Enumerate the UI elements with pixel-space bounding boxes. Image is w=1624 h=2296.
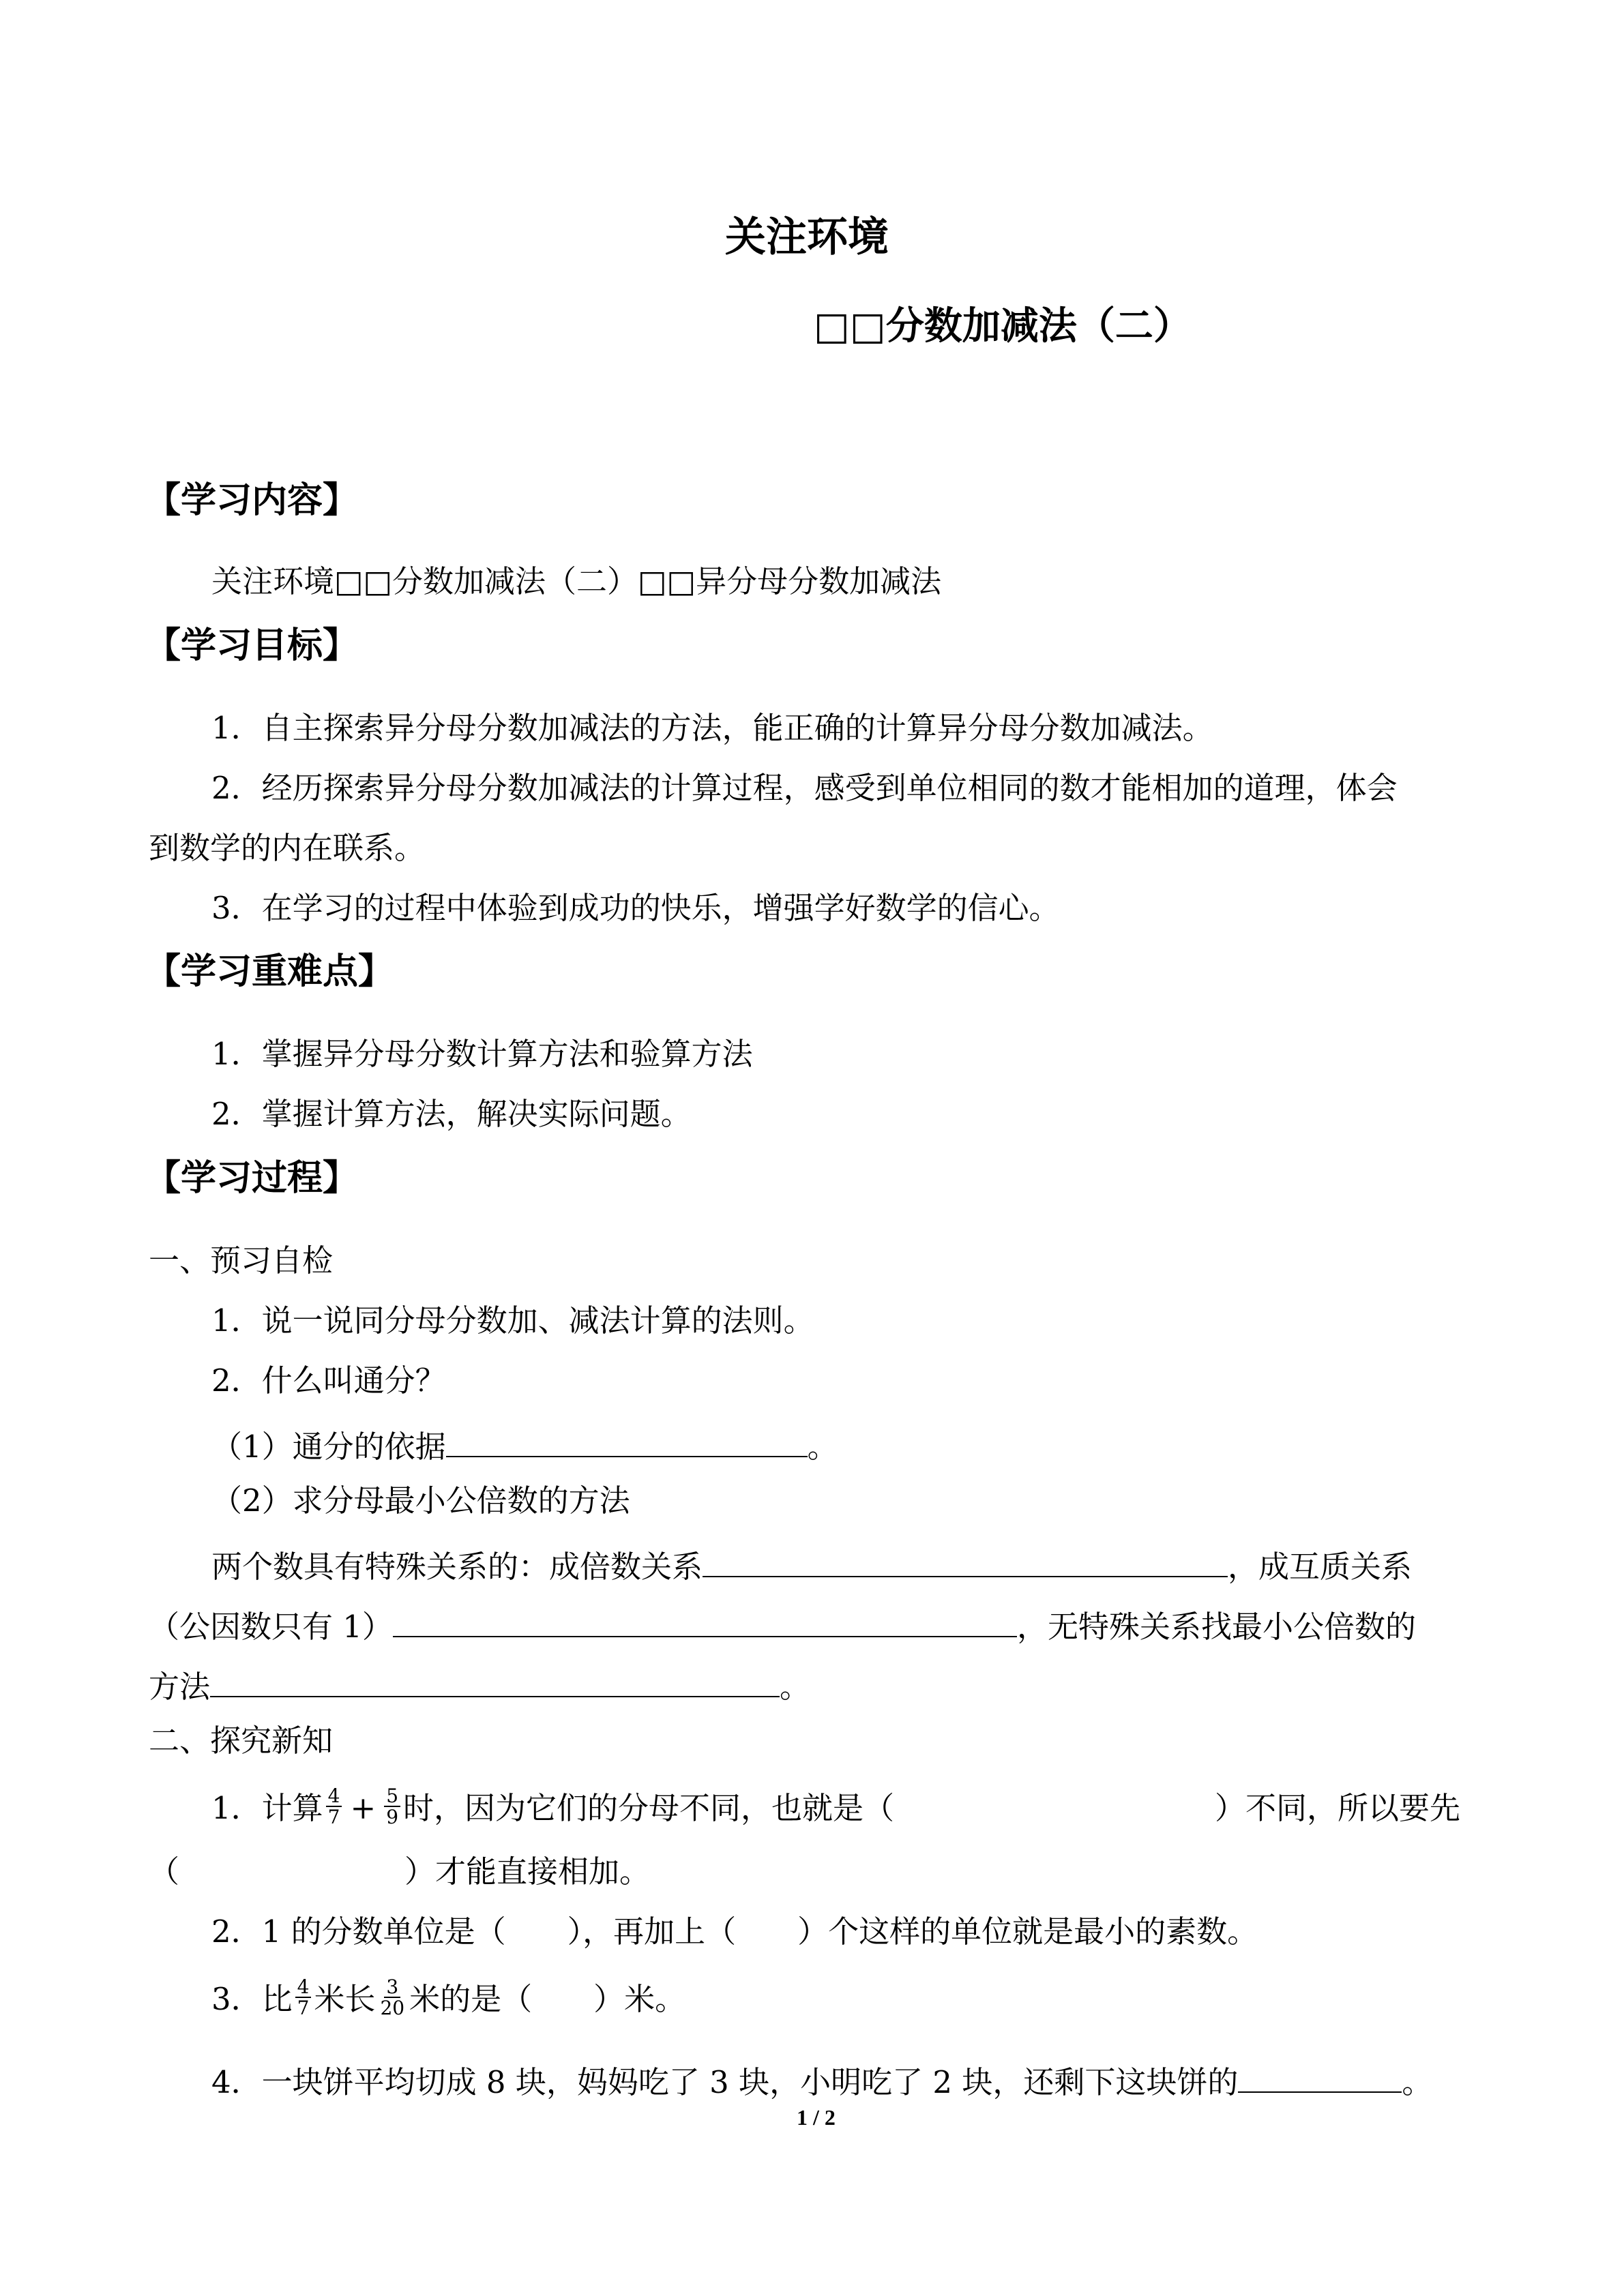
part1-question-1: 1．说一说同分母分数加、减法计算的法则。 xyxy=(211,1302,814,1339)
fraction-numerator: 3 xyxy=(384,1977,400,1998)
part2-question-3 xyxy=(211,1976,686,2023)
q4-suffix: 。 xyxy=(1402,2064,1433,2100)
part1-question-2: 2．什么叫通分？ xyxy=(211,1362,446,1399)
part2-question-1-line-2 xyxy=(149,1853,651,1890)
page-number: 1 / 2 xyxy=(797,2105,836,2130)
relation-line-3-prefix: 方法 xyxy=(149,1669,211,1705)
part1-title: 一、预习自检 xyxy=(149,1242,334,1279)
fraction-numerator: 4 xyxy=(295,1977,312,1998)
q3-prefix: 3．比 xyxy=(211,1980,293,2017)
answer-blank[interactable] xyxy=(446,1425,808,1457)
q3-suffix: 米的是（ ）米。 xyxy=(409,1980,686,2017)
relation-line-1-suffix: ，成互质关系 xyxy=(1228,1549,1413,1585)
content-text: 关注环境□□分数加减法（二）□□异分母分数加减法 xyxy=(211,563,942,599)
relation-line-3 xyxy=(149,1665,811,1705)
relation-line-1 xyxy=(211,1545,1413,1585)
relation-line-2-suffix: ，无特殊关系找最小公倍数的 xyxy=(1016,1609,1416,1645)
answer-blank[interactable] xyxy=(393,1605,1017,1637)
fraction-denominator: 9 xyxy=(386,1806,399,1829)
part2-title: 二、探究新知 xyxy=(149,1723,334,1759)
fraction-numerator: 5 xyxy=(384,1786,400,1807)
fraction-denominator: 20 xyxy=(380,1997,405,2020)
fraction-four-sevenths xyxy=(326,1786,342,1828)
q2-1-prefix: （1）通分的依据 xyxy=(211,1429,446,1465)
key-point-2: 2．掌握计算方法，解决实际问题。 xyxy=(211,1096,692,1132)
goal-item-1: 1．自主探索异分母分数加减法的方法，能正确的计算异分母分数加减法。 xyxy=(211,710,1213,746)
relation-line-2 xyxy=(149,1605,1416,1645)
section-heading-goals: 【学习目标】 xyxy=(145,625,359,666)
q3-mid: 米长 xyxy=(314,1980,376,2017)
q1-mid: 时，因为它们的分母不同，也就是（ xyxy=(403,1789,895,1826)
q1-line2-suffix: ）才能直接相加。 xyxy=(404,1853,651,1890)
page-subtitle: □□分数加减法（二） xyxy=(814,304,1192,348)
part1-question-2-1 xyxy=(211,1425,838,1465)
fraction-denominator: 7 xyxy=(327,1806,340,1829)
section-heading-process: 【学习过程】 xyxy=(145,1158,359,1199)
q2-1-suffix: 。 xyxy=(807,1429,838,1465)
fraction-numerator: 4 xyxy=(326,1786,342,1807)
section-heading-key-points: 【学习重难点】 xyxy=(145,951,394,992)
fraction-three-twentieths xyxy=(378,1977,407,2018)
plus-sign: + xyxy=(350,1789,377,1826)
part2-question-2: 2．1 的分数单位是（ ），再加上（ ）个这样的单位就是最小的素数。 xyxy=(211,1913,1258,1950)
answer-blank[interactable] xyxy=(703,1545,1228,1577)
fraction-four-sevenths xyxy=(295,1977,312,2018)
part2-question-1 xyxy=(211,1785,1461,1832)
goal-item-2-line-1: 2．经历探索异分母分数加减法的计算过程，感受到单位相同的数才能相加的道理，体会 xyxy=(211,770,1398,806)
goal-item-3: 3．在学习的过程中体验到成功的快乐，增强学好数学的信心。 xyxy=(211,890,1060,926)
answer-blank[interactable] xyxy=(210,1665,780,1697)
part1-question-2-2: （2）求分母最小公倍数的方法 xyxy=(211,1482,630,1519)
part2-question-4 xyxy=(211,2061,1432,2098)
relation-line-3-suffix: 。 xyxy=(780,1669,811,1705)
relation-line-1-prefix: 两个数具有特殊关系的：成倍数关系 xyxy=(211,1549,703,1585)
q1-suffix: ）不同，所以要先 xyxy=(1215,1789,1461,1826)
fraction-five-ninths xyxy=(384,1786,400,1828)
answer-blank[interactable] xyxy=(1238,2061,1402,2093)
fraction-denominator: 7 xyxy=(297,1997,310,2020)
relation-line-2-prefix: （公因数只有 1） xyxy=(149,1609,393,1645)
q1-line2-open: （ xyxy=(149,1853,180,1890)
page-title: 关注环境 xyxy=(725,213,889,261)
section-heading-content: 【学习内容】 xyxy=(145,480,359,521)
goal-item-2-line-2: 到数学的内在联系。 xyxy=(149,830,426,866)
q4-prefix: 4．一块饼平均切成 8 块，妈妈吃了 3 块，小明吃了 2 块，还剩下这块饼的 xyxy=(211,2064,1239,2100)
q1-prefix: 1．计算 xyxy=(211,1789,323,1826)
key-point-1: 1．掌握异分母分数计算方法和验算方法 xyxy=(211,1036,753,1072)
